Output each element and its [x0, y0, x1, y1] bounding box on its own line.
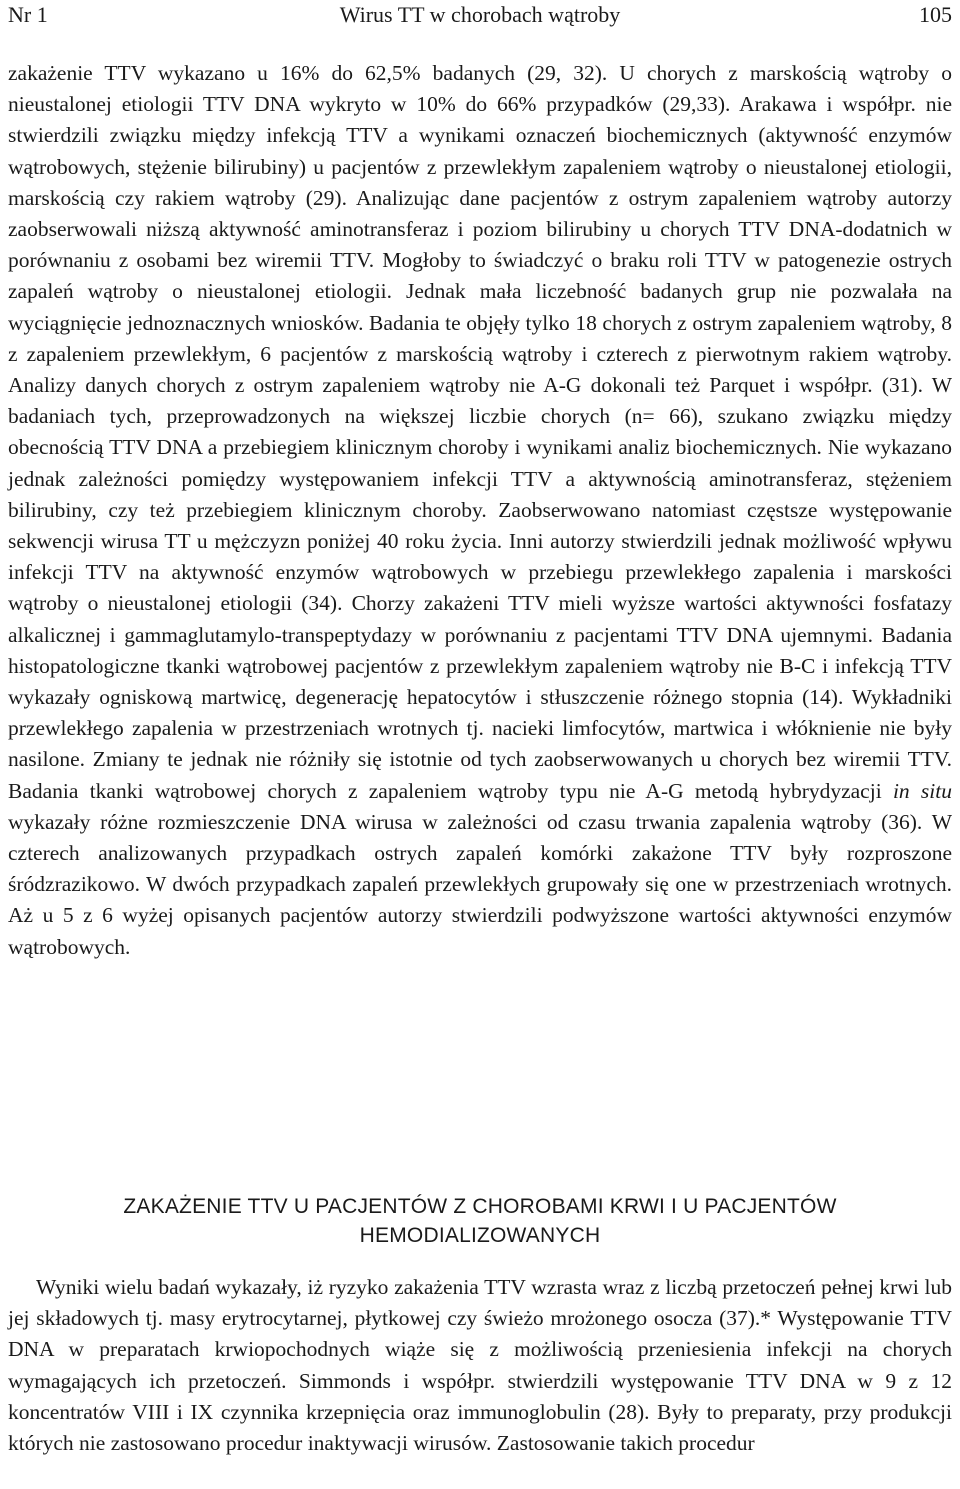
paragraph-text-part-2: wykazały różne rozmieszczenie DNA wirusa w zależności od czasu trwania zapalenia wątroby (36). W czterech analizowanych przypadkach ostrych zapaleń komórki zakażone TTV były rozproszone śródzrazikowo. W dwóch przypadkach zapaleń przewlekłych grupowały się one w przestrzeniach wrotnych. Aż u 5 z 6 wyżej opisanych pacjentów autorzy stwierdzili podwyższone wartości aktywności enzymów wątrobowych.: [8, 809, 952, 959]
running-header: [8, 0, 952, 30]
paragraph-text: [8, 58, 952, 963]
running-title: Wirus TT w chorobach wątroby: [339, 2, 621, 27]
body-paragraph-2: [8, 1272, 952, 1459]
section-heading-line-2: HEMODIALIZOWANYCH: [359, 1224, 601, 1247]
page-number: 105: [919, 2, 952, 27]
section-heading-line-1: ZAKAŻENIE TTV U PACJENTÓW Z CHOROBAMI KRWI I U PACJENTÓW: [123, 1195, 837, 1218]
paragraph-text: Wyniki wielu badań wykazały, iż ryzyko zakażenia TTV wzrasta wraz z liczbą przetoczeń pełnej krwi lub jej składowych tj. masy erytrocytarnej, płytkowej czy świeżo mrożonego osocza (37).* Występowanie TTV DNA w preparatach krwiopochodnych wiąże się z możliwością przeniesienia infekcji na chorych wymagających ich przetoczeń. Simmonds i współpr. stwierdzili występowanie TTV DNA w 9 z 12 koncentratów VIII i IX czynnika krzepnięcia oraz immunoglobulin (28). Były to preparaty, przy produkcji których nie zastosowano procedur inaktywacji wirusów. Zastosowanie takich procedur: [8, 1275, 952, 1456]
paragraph-text-part-1: zakażenie TTV wykazano u 16% do 62,5% badanych (29, 32). U chorych z marskością wątroby o nieustalonej etiologii TTV DNA wykryto w 10% do 66% przypadków (29,33). Arakawa i współpr. nie stwierdzili związku między infekcją TTV a wynikami oznaczeń biochemicznych (aktywność enzymów wątrobowych, stężenie bilirubiny) u pacjentów z przewlekłym zapaleniem wątroby o nieustalonej etiologii, marskością czy rakiem wątroby (29). Analizując dane pacjentów z ostrym zapaleniem wątroby autorzy zaobserwowali niższą aktywność aminotransferaz i poziom bilirubiny u chorych TTV DNA-dodatnich w porównaniu z osobami bez wiremii TTV. Mogłoby to świadczyć o braku roli TTV w patogenezie ostrych zapaleń wątroby o nieustalonej etiologii. Jednak mała liczebność badanych grup nie pozwalała na wyciągnięcie jednoznacznych wniosków. Badania te objęły tylko 18 chorych z ostrym zapaleniem wątroby, 8 z zapaleniem przewlekłym, 6 pacjentów z marskością wątroby i czterech z pierwotnym rakiem wątroby. Analizy danych chorych z ostrym zapaleniem wątroby nie A-G dokonali też Parquet i współpr. (31). W badaniach tych, przeprowadzonych na większej liczbie chorych (n= 66), szukano związku między obecnością TTV DNA a przebiegiem klinicznym choroby i wynikami analiz biochemicznych. Nie wykazano jednak zależności pomiędzy występowaniem infekcji TTV a aktywnością aminotransferaz, stężeniem bilirubiny, czy też przebiegiem klinicznym choroby. Zaobserwowano natomiast częstsze występowanie sekwencji wirusa TT u mężczyzn poniżej 40 roku życia. Inni autorzy stwierdzili jednak możliwość wpływu infekcji TTV na aktywność enzymów wątrobowych w przebiegu przewlekłego zapalenia i marskości wątroby o nieustalonej etiologii (34). Chorzy zakażeni TTV mieli wyższe wartości aktywności fosfatazy alkalicznej i gammaglutamylo-transpeptydazy w porównaniu z pacjentami TTV DNA ujemnymi. Badania histopatologiczne tkanki wątrobowej pacjentów z przewlekłym zapaleniem wątroby nie B-C i infekcją TTV wykazały ogniskową martwicę, degenerację hepatocytów i stłuszczenie różnego stopnia (14). Wykładniki przewlekłego zapalenia w przestrzeniach wrotnych tj. nacieki limfocytów, martwica i włóknienie nie były nasilone. Zmiany te jednak nie różniły się istotnie od tych zaobserwowanych u chorych bez wiremii TTV. Badania tkanki wątrobowej chorych z zapaleniem wątroby typu nie A-G metodą hybrydyzacji: [8, 61, 952, 803]
section-heading: [8, 1192, 952, 1250]
body-paragraph-1: [8, 58, 952, 963]
italic-term: in situ: [892, 778, 952, 803]
issue-number: Nr 1: [8, 2, 48, 27]
